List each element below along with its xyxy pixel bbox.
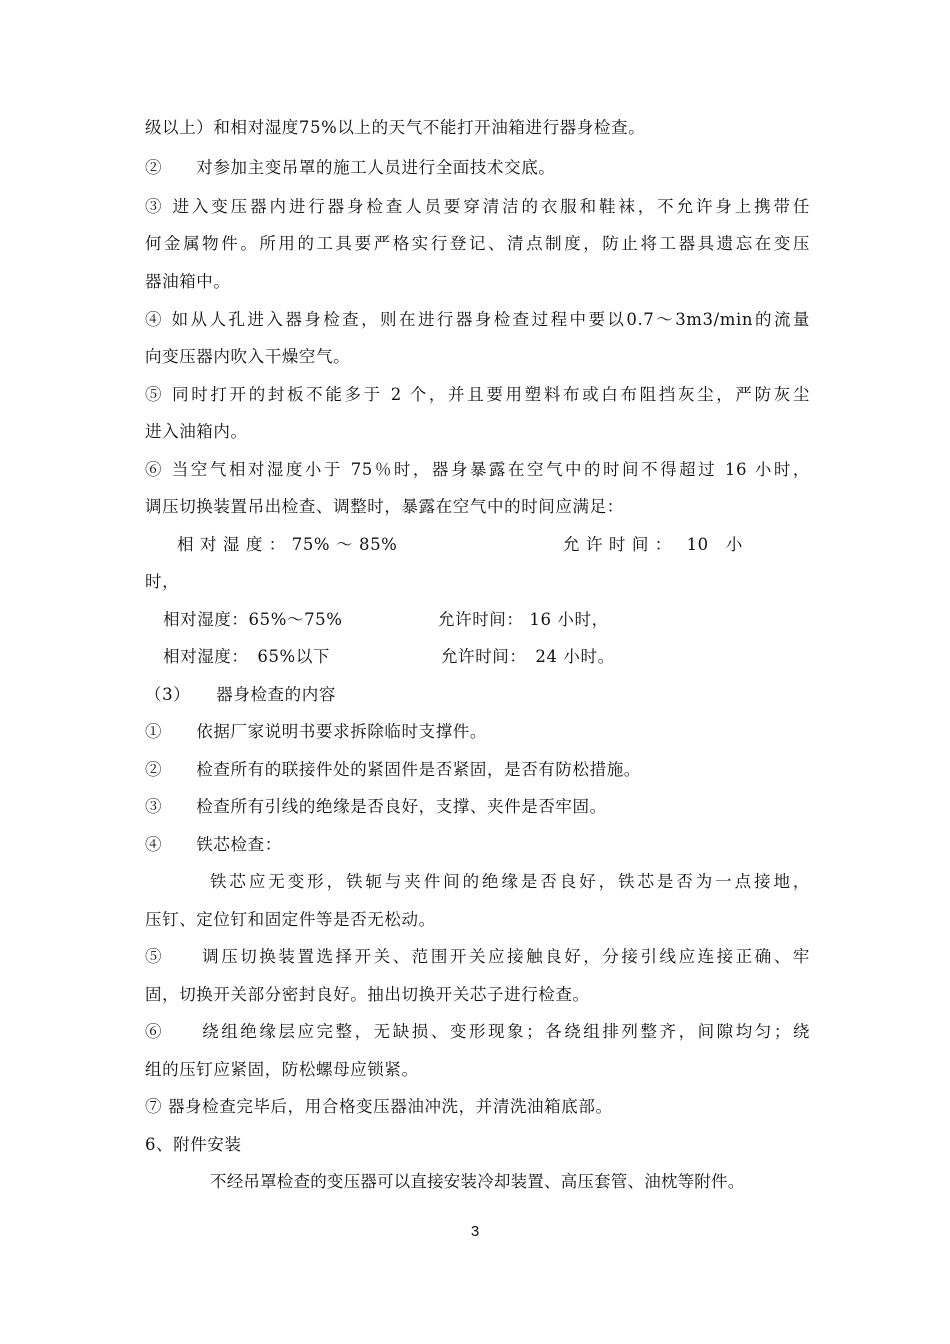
list-item: ⑦ 器身检查完毕后，用合格变压器油冲洗，并清洗油箱底部。: [145, 1097, 613, 1116]
allowed-time: 允 许 时 间 ： 10 小: [563, 535, 743, 554]
text-line: 调压切换装置吊出检查、调整时，暴露在空气中的时间应满足：: [145, 497, 624, 516]
humidity-range: 相 对 湿 度 ： 75% ～ 85%: [177, 535, 398, 554]
text-line: 向变压器内吹入干燥空气。: [145, 347, 351, 366]
text-line: 级以上）和相对湿度75%以上的天气不能打开油箱进行器身检查。: [145, 118, 646, 137]
list-item: ③ 进入变压器内进行器身检查人员要穿清洁的衣服和鞋袜，不允许身上携带任: [145, 197, 810, 216]
text-line: 时，: [145, 572, 180, 591]
humidity-range: 相对湿度：65%～75%: [163, 610, 343, 629]
text-line: 铁芯应无变形，铁轭与夹件间的绝缘是否良好，铁芯是否为一点接地，: [210, 872, 810, 891]
list-item: ③ 检查所有引线的绝缘是否良好，支撑、夹件是否牢固。: [145, 797, 607, 816]
text-line: 固，切换开关部分密封良好。抽出切换开关芯子进行检查。: [145, 985, 590, 1004]
text-line: 进入油箱内。: [145, 422, 248, 441]
text-line: 不经吊罩检查的变压器可以直接安装冷却装置、高压套管、油枕等附件。: [210, 1172, 745, 1191]
humidity-range: 相对湿度： 65%以下: [163, 647, 331, 666]
list-item: ⑥ 绕组绝缘层应完整，无缺损、变形现象；各绕组排列整齐，间隙均匀；绕: [145, 1022, 810, 1041]
allowed-time: 允许时间： 16 小时，: [438, 610, 609, 629]
humidity-row: [145, 646, 810, 668]
list-item: ④ 铁芯检查：: [145, 835, 282, 854]
humidity-row: [145, 609, 810, 631]
humidity-row: [145, 534, 810, 556]
page-number: 3: [470, 1223, 480, 1240]
list-item: ② 对参加主变吊罩的施工人员进行全面技术交底。: [145, 158, 556, 177]
list-item: ① 依据厂家说明书要求拆除临时支撑件。: [145, 722, 487, 741]
text-line: 压钉、定位钉和固定件等是否无松动。: [145, 910, 436, 929]
text-line: 组的压钉应紧固，防松螺母应锁紧。: [145, 1060, 419, 1079]
list-item: ④ 如从人孔进入器身检查，则在进行器身检查过程中要以0.7～3m3/min的流量: [145, 310, 810, 329]
text-line: 器油箱中。: [145, 272, 231, 291]
section-heading: 6、附件安装: [145, 1135, 242, 1154]
list-item: ⑥ 当空气相对湿度小于 75％时，器身暴露在空气中的时间不得超过 16 小时，: [145, 460, 810, 479]
list-item: ⑤ 调压切换装置选择开关、范围开关应接触良好，分接引线应连接正确、牢: [145, 947, 810, 966]
allowed-time: 允许时间： 24 小时。: [441, 647, 615, 666]
text-line: 何金属物件。所用的工具要严格实行登记、清点制度，防止将工器具遗忘在变压: [145, 234, 810, 253]
section-heading: （3） 器身检查的内容: [145, 685, 336, 704]
list-item: ② 检查所有的联接件处的紧固件是否紧固，是否有防松措施。: [145, 760, 641, 779]
list-item: ⑤ 同时打开的封板不能多于 2 个，并且要用塑料布或白布阻挡灰尘，严防灰尘: [145, 385, 810, 404]
